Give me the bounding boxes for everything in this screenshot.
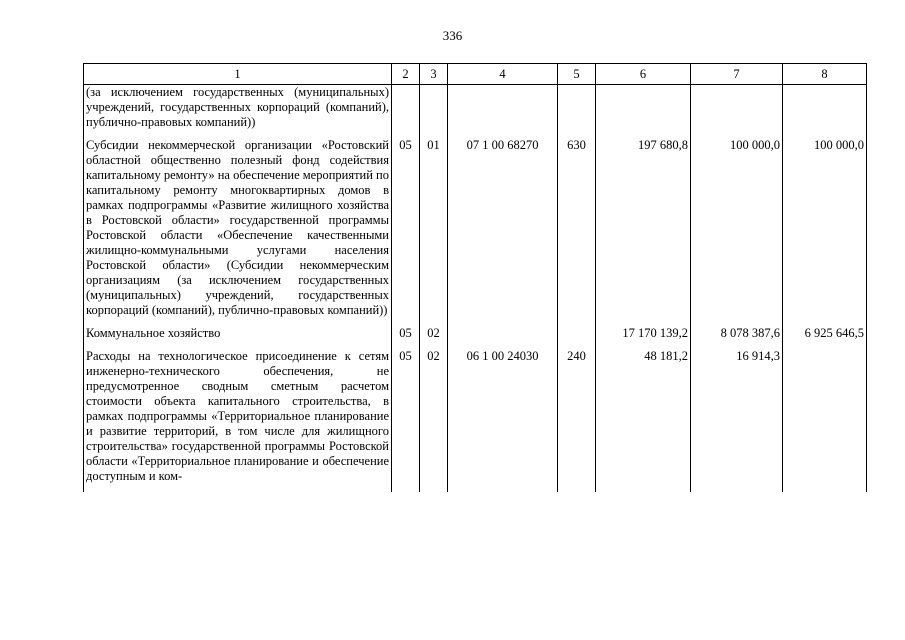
table-row bbox=[84, 138, 867, 326]
table-row bbox=[84, 326, 867, 349]
row-target-code: 06 1 00 24030 bbox=[448, 349, 558, 492]
row-target-code bbox=[448, 326, 558, 349]
row-target-code bbox=[448, 85, 558, 139]
row-amount-col8: 6 925 646,5 bbox=[783, 326, 867, 349]
header-cell-6: 6 bbox=[596, 64, 691, 85]
header-row bbox=[84, 64, 867, 85]
row-name: Коммунальное хозяйство bbox=[84, 326, 392, 349]
row-section: 05 bbox=[392, 349, 420, 492]
row-amount-col7: 16 914,3 bbox=[691, 349, 783, 492]
header-cell-7: 7 bbox=[691, 64, 783, 85]
row-amount-col7: 100 000,0 bbox=[691, 138, 783, 326]
row-amount-col8: 100 000,0 bbox=[783, 138, 867, 326]
row-expense-type: 630 bbox=[558, 138, 596, 326]
row-section: 05 bbox=[392, 138, 420, 326]
row-expense-type: 240 bbox=[558, 349, 596, 492]
header-cell-5: 5 bbox=[558, 64, 596, 85]
row-expense-type bbox=[558, 326, 596, 349]
row-subsection: 01 bbox=[420, 138, 448, 326]
header-cell-2: 2 bbox=[392, 64, 420, 85]
row-name: (за исключением государственных (муниципальных) учреждений, государственных корпораций (компаний), публично-правовых компаний)) bbox=[84, 85, 392, 139]
row-amount-col7: 8 078 387,6 bbox=[691, 326, 783, 349]
row-subsection: 02 bbox=[420, 349, 448, 492]
row-amount-col6 bbox=[596, 85, 691, 139]
header-cell-4: 4 bbox=[448, 64, 558, 85]
row-subsection bbox=[420, 85, 448, 139]
row-section: 05 bbox=[392, 326, 420, 349]
row-amount-col8 bbox=[783, 85, 867, 139]
row-expense-type bbox=[558, 85, 596, 139]
row-amount-col6: 197 680,8 bbox=[596, 138, 691, 326]
header-cell-3: 3 bbox=[420, 64, 448, 85]
row-amount-col8 bbox=[783, 349, 867, 492]
row-name: Субсидии некоммерческой организации «Ростовский областной общественно полезный фонд содействия капитальному ремонту» на обеспечение мероприятий по капитальному ремонту многоквартирных домов в рамках подпрограммы «Развитие жилищного хозяйства в Ростовской области» государственной программы Ростовской области «Обеспечение качественными жилищно-коммунальными услугами населения Ростовской области» (Субсидии некоммерческим организациям (за исключением государственных (муниципальных) учреждений, государственных корпораций (компаний), публично-правовых компаний)) bbox=[84, 138, 392, 326]
row-subsection: 02 bbox=[420, 326, 448, 349]
table-row bbox=[84, 349, 867, 492]
row-amount-col7 bbox=[691, 85, 783, 139]
row-section bbox=[392, 85, 420, 139]
table-row bbox=[84, 85, 867, 139]
row-name: Расходы на технологическое присоединение к сетям инженерно-технического обеспечения, не предусмотренное сводным сметным расчетом стоимости объекта капитального строительства, в рамках подпрограммы «Территориальное планирование и развитие территорий, в том числе для жилищного строительства» государственной программы Ростовской области «Территориальное планирование и обеспечение доступным и ком- bbox=[84, 349, 392, 492]
budget-table bbox=[83, 63, 867, 492]
row-target-code: 07 1 00 68270 bbox=[448, 138, 558, 326]
row-amount-col6: 48 181,2 bbox=[596, 349, 691, 492]
row-amount-col6: 17 170 139,2 bbox=[596, 326, 691, 349]
page-number: 336 bbox=[442, 28, 463, 43]
header-cell-8: 8 bbox=[783, 64, 867, 85]
header-cell-1: 1 bbox=[84, 64, 392, 85]
